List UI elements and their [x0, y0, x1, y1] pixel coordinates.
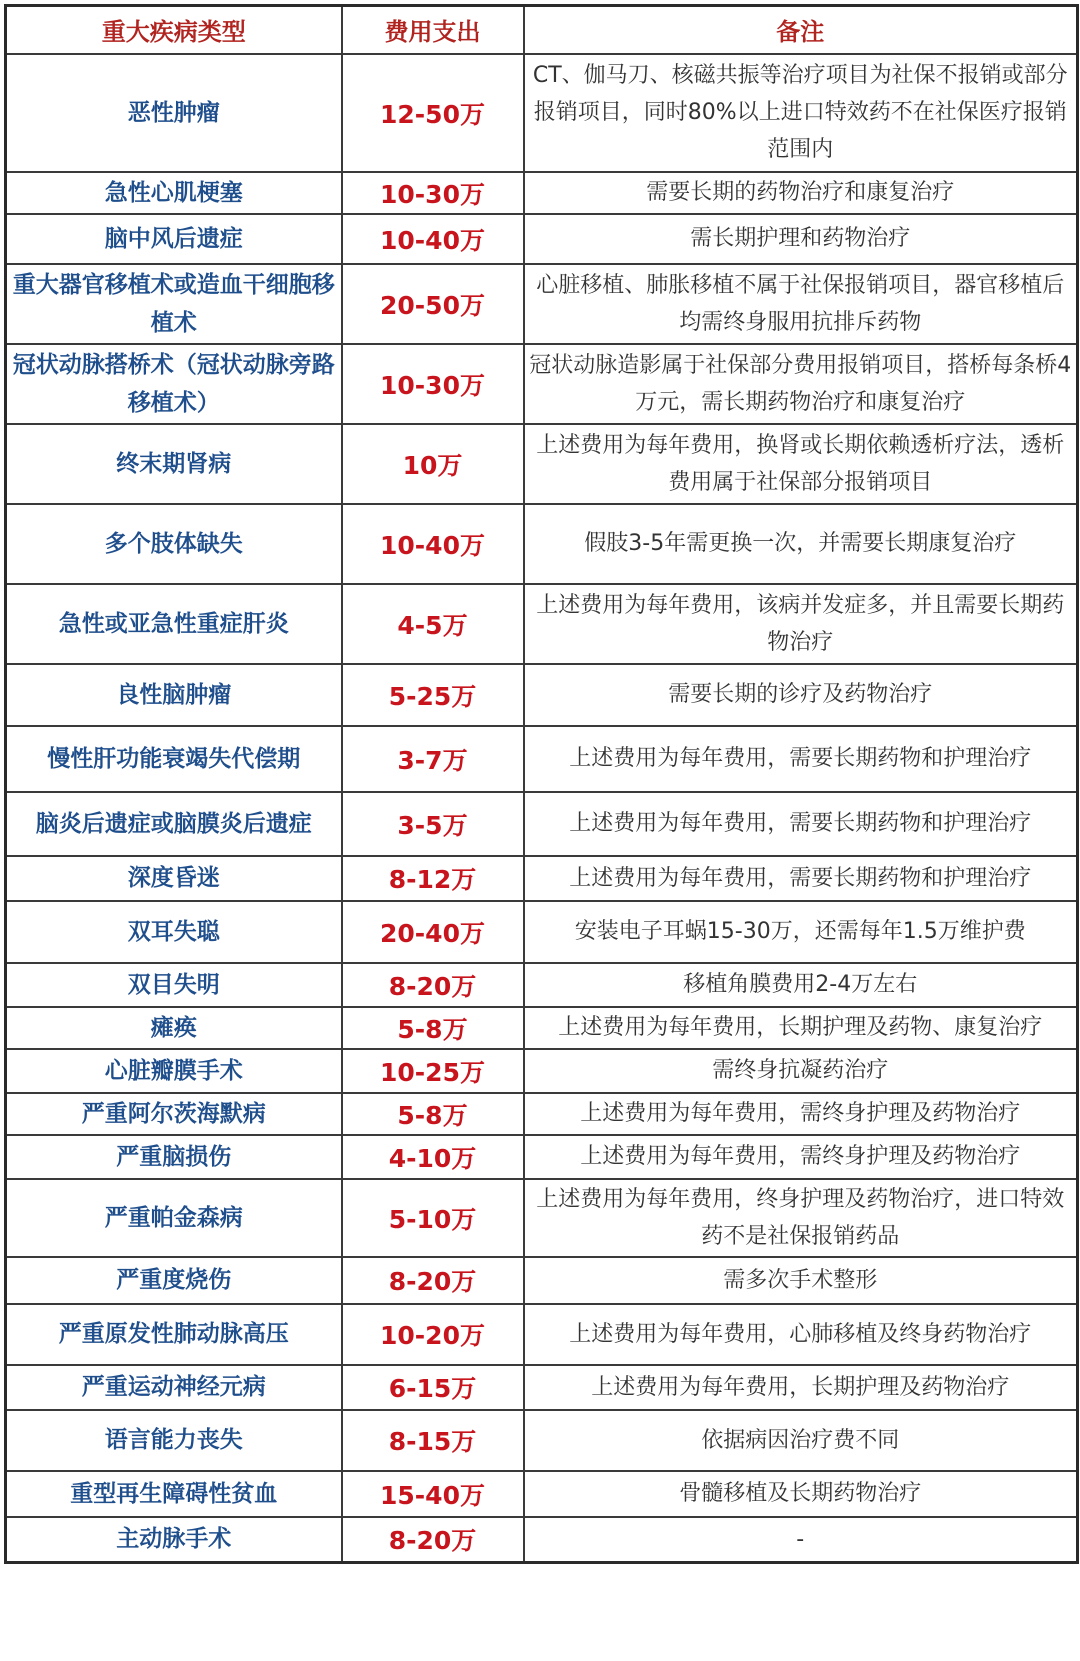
cost-cell: 12-50万 — [342, 54, 524, 172]
cost-cell: 8-12万 — [342, 856, 524, 901]
cost-cell: 6-15万 — [342, 1365, 524, 1410]
disease-cost-table-container — [4, 4, 1076, 1564]
note-cell: 上述费用为每年费用，需要长期药物和护理治疗 — [524, 726, 1078, 792]
note-cell: - — [524, 1517, 1078, 1563]
disease-name-cell: 严重原发性肺动脉高压 — [6, 1304, 342, 1365]
note-cell: 上述费用为每年费用，该病并发症多，并且需要长期药物治疗 — [524, 584, 1078, 664]
note-cell: 心脏移植、肺胀移植不属于社保报销项目，器官移植后均需终身服用抗排斥药物 — [524, 264, 1078, 344]
note-cell: 上述费用为每年费用，长期护理及药物、康复治疗 — [524, 1007, 1078, 1049]
disease-name-cell: 严重帕金森病 — [6, 1179, 342, 1257]
table-row — [6, 664, 1078, 726]
cost-cell: 4-10万 — [342, 1135, 524, 1179]
table-row — [6, 504, 1078, 584]
header-disease-type: 重大疾病类型 — [6, 6, 342, 54]
disease-name-cell: 脑炎后遗症或脑膜炎后遗症 — [6, 792, 342, 856]
cost-cell: 10-40万 — [342, 214, 524, 264]
table-row — [6, 54, 1078, 172]
disease-name-cell: 恶性肿瘤 — [6, 54, 342, 172]
table-row — [6, 1179, 1078, 1257]
disease-name-cell: 主动脉手术 — [6, 1517, 342, 1563]
disease-name-cell: 脑中风后遗症 — [6, 214, 342, 264]
disease-name-cell: 良性脑肿瘤 — [6, 664, 342, 726]
disease-name-cell: 重大器官移植术或造血干细胞移植术 — [6, 264, 342, 344]
cost-cell: 5-8万 — [342, 1007, 524, 1049]
table-row — [6, 1365, 1078, 1410]
cost-cell: 10-25万 — [342, 1049, 524, 1093]
table-row — [6, 792, 1078, 856]
note-cell: 冠状动脉造影属于社保部分费用报销项目，搭桥每条桥4万元，需长期药物治疗和康复治疗 — [524, 344, 1078, 424]
table-row — [6, 1517, 1078, 1563]
table-row — [6, 1257, 1078, 1304]
note-cell: 上述费用为每年费用，心肺移植及终身药物治疗 — [524, 1304, 1078, 1365]
note-cell: 上述费用为每年费用，需要长期药物和护理治疗 — [524, 792, 1078, 856]
cost-cell: 5-8万 — [342, 1093, 524, 1135]
note-cell: 移植角膜费用2-4万左右 — [524, 963, 1078, 1007]
disease-name-cell: 深度昏迷 — [6, 856, 342, 901]
note-cell: 安装电子耳蜗15-30万，还需每年1.5万维护费 — [524, 901, 1078, 963]
note-cell: 需要长期的药物治疗和康复治疗 — [524, 172, 1078, 214]
table-row — [6, 1304, 1078, 1365]
cost-cell: 3-5万 — [342, 792, 524, 856]
header-note: 备注 — [524, 6, 1078, 54]
disease-cost-table — [4, 4, 1079, 1564]
note-cell: 依据病因治疗费不同 — [524, 1410, 1078, 1471]
table-row — [6, 214, 1078, 264]
cost-cell: 20-50万 — [342, 264, 524, 344]
disease-name-cell: 语言能力丧失 — [6, 1410, 342, 1471]
note-cell: 需多次手术整形 — [524, 1257, 1078, 1304]
note-cell: 需终身抗凝药治疗 — [524, 1049, 1078, 1093]
note-cell: CT、伽马刀、核磁共振等治疗项目为社保不报销或部分报销项目，同时80%以上进口特效药不在社保医疗报销范围内 — [524, 54, 1078, 172]
cost-cell: 8-20万 — [342, 1257, 524, 1304]
disease-name-cell: 严重度烧伤 — [6, 1257, 342, 1304]
cost-cell: 10-20万 — [342, 1304, 524, 1365]
table-row — [6, 344, 1078, 424]
table-row — [6, 172, 1078, 214]
header-row — [6, 6, 1078, 54]
cost-cell: 10万 — [342, 424, 524, 504]
table-header — [6, 6, 1078, 54]
disease-name-cell: 双耳失聪 — [6, 901, 342, 963]
table-row — [6, 726, 1078, 792]
cost-cell: 5-10万 — [342, 1179, 524, 1257]
table-row — [6, 1049, 1078, 1093]
disease-name-cell: 慢性肝功能衰竭失代偿期 — [6, 726, 342, 792]
table-row — [6, 901, 1078, 963]
table-row — [6, 584, 1078, 664]
note-cell: 假肢3-5年需更换一次，并需要长期康复治疗 — [524, 504, 1078, 584]
note-cell: 上述费用为每年费用，换肾或长期依赖透析疗法，透析费用属于社保部分报销项目 — [524, 424, 1078, 504]
disease-name-cell: 终末期肾病 — [6, 424, 342, 504]
disease-name-cell: 双目失明 — [6, 963, 342, 1007]
cost-cell: 8-20万 — [342, 963, 524, 1007]
note-cell: 骨髓移植及长期药物治疗 — [524, 1471, 1078, 1517]
disease-name-cell: 瘫痪 — [6, 1007, 342, 1049]
table-row — [6, 1410, 1078, 1471]
note-cell: 上述费用为每年费用，需终身护理及药物治疗 — [524, 1135, 1078, 1179]
cost-cell: 15-40万 — [342, 1471, 524, 1517]
disease-name-cell: 多个肢体缺失 — [6, 504, 342, 584]
table-row — [6, 264, 1078, 344]
table-row — [6, 856, 1078, 901]
header-cost: 费用支出 — [342, 6, 524, 54]
table-row — [6, 1471, 1078, 1517]
note-cell: 需要长期的诊疗及药物治疗 — [524, 664, 1078, 726]
cost-cell: 5-25万 — [342, 664, 524, 726]
note-cell: 上述费用为每年费用，需要长期药物和护理治疗 — [524, 856, 1078, 901]
table-row — [6, 963, 1078, 1007]
disease-name-cell: 急性或亚急性重症肝炎 — [6, 584, 342, 664]
cost-cell: 8-20万 — [342, 1517, 524, 1563]
table-row — [6, 1135, 1078, 1179]
cost-cell: 10-30万 — [342, 344, 524, 424]
table-row — [6, 1007, 1078, 1049]
disease-name-cell: 急性心肌梗塞 — [6, 172, 342, 214]
disease-name-cell: 严重运动神经元病 — [6, 1365, 342, 1410]
table-row — [6, 1093, 1078, 1135]
note-cell: 上述费用为每年费用，终身护理及药物治疗，进口特效药不是社保报销药品 — [524, 1179, 1078, 1257]
cost-cell: 10-40万 — [342, 504, 524, 584]
disease-name-cell: 冠状动脉搭桥术（冠状动脉旁路移植术） — [6, 344, 342, 424]
note-cell: 需长期护理和药物治疗 — [524, 214, 1078, 264]
cost-cell: 4-5万 — [342, 584, 524, 664]
table-row — [6, 424, 1078, 504]
disease-name-cell: 严重阿尔茨海默病 — [6, 1093, 342, 1135]
cost-cell: 8-15万 — [342, 1410, 524, 1471]
note-cell: 上述费用为每年费用，长期护理及药物治疗 — [524, 1365, 1078, 1410]
table-body — [6, 54, 1078, 1563]
disease-name-cell: 重型再生障碍性贫血 — [6, 1471, 342, 1517]
disease-name-cell: 心脏瓣膜手术 — [6, 1049, 342, 1093]
cost-cell: 20-40万 — [342, 901, 524, 963]
note-cell: 上述费用为每年费用，需终身护理及药物治疗 — [524, 1093, 1078, 1135]
cost-cell: 3-7万 — [342, 726, 524, 792]
cost-cell: 10-30万 — [342, 172, 524, 214]
disease-name-cell: 严重脑损伤 — [6, 1135, 342, 1179]
